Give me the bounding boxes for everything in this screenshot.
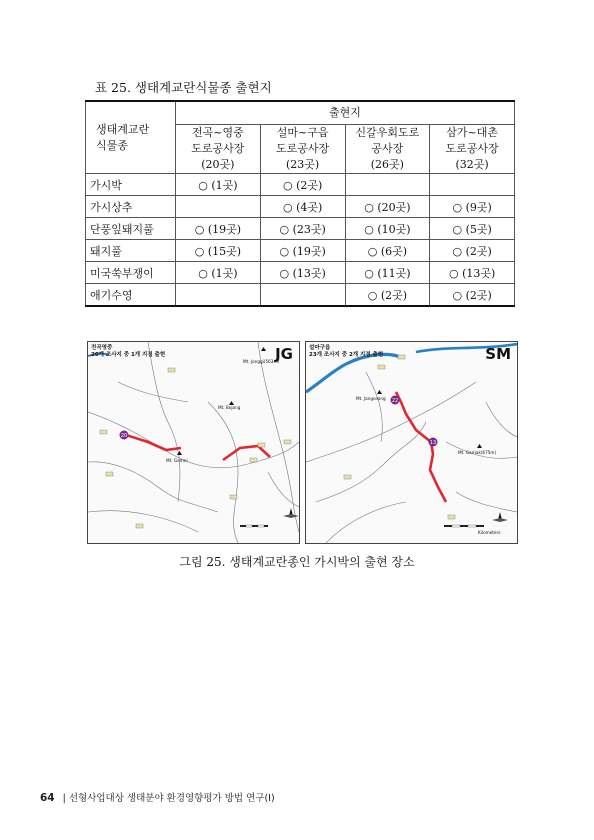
- table-header-row: [86, 101, 515, 125]
- mountain-label: Mt. Bojang: [218, 405, 241, 410]
- site-header: [345, 125, 430, 174]
- scale-bar: [240, 525, 268, 527]
- site-name: 신갈우회도로: [355, 126, 420, 139]
- occurrence-cell: ○ (13곳): [260, 262, 345, 284]
- road-shields: [100, 368, 291, 528]
- map-title-line1: 전곡영중: [91, 345, 113, 351]
- table-row: [86, 262, 515, 284]
- site-name: 삼가~대촌: [446, 126, 498, 139]
- page-footer: [40, 790, 275, 804]
- map-title: [309, 345, 383, 359]
- site-type: 도로공사장: [191, 142, 245, 155]
- species-name: 애기수영: [86, 284, 176, 307]
- site-name: 설마~구읍: [276, 126, 329, 139]
- map-title-line2: 23개 조사지 중 2개 지점 출현: [309, 352, 384, 358]
- map-title-line1: 설마구읍: [309, 345, 331, 351]
- occurrence-cell: ○ (4곳): [260, 196, 345, 218]
- map-title: [91, 345, 165, 359]
- map-badge: SM: [485, 345, 511, 363]
- route-segments: [126, 435, 270, 460]
- species-name: 돼지풀: [86, 240, 176, 262]
- table-row: [86, 196, 515, 218]
- occurrence-cell: ○ (19곳): [260, 240, 345, 262]
- occurrence-cell: ○ (6곳): [345, 240, 430, 262]
- species-name: 가시상추: [86, 196, 176, 218]
- water-lines: [306, 372, 517, 543]
- mountain-label: Mt. Gamni: [166, 458, 188, 463]
- occurrence-cell: ○ (2곳): [430, 284, 515, 307]
- marker-label: 22: [391, 398, 399, 404]
- occurrence-cell: ○ (1곳): [176, 262, 261, 284]
- scale-bar: [444, 525, 484, 527]
- occurrence-cell: ○ (10곳): [345, 218, 430, 240]
- river: [306, 354, 401, 392]
- occurrence-cell: ○ (1곳): [176, 174, 261, 196]
- site-name: 전곡~영중: [192, 126, 244, 139]
- mountain-label: Mt. Jangseong: [356, 396, 386, 401]
- north-arrow: [283, 508, 299, 518]
- occurrence-cell: [260, 284, 345, 307]
- occurrence-cell: ○ (2곳): [430, 240, 515, 262]
- occurrence-cell: ○ (11곳): [345, 262, 430, 284]
- map-figure: [87, 341, 517, 542]
- table-row: [86, 218, 515, 240]
- occurrence-cell: [176, 284, 261, 307]
- map-title-line2: 20개 조사지 중 1개 지점 출현: [91, 352, 166, 358]
- row-header-text: 생태계교란 식물종: [96, 122, 150, 152]
- road-shields: [344, 355, 455, 519]
- occurrence-table: [85, 100, 515, 307]
- footer-text: | 선형사업대상 생태분야 환경영향평가 방법 연구(Ⅰ): [62, 793, 275, 804]
- site-header: [430, 125, 515, 174]
- page-number: 64: [40, 792, 55, 804]
- site-count: (20곳): [201, 158, 235, 171]
- occurrence-cell: ○ (19곳): [176, 218, 261, 240]
- occurrence-cell: ○ (20곳): [345, 196, 430, 218]
- occurrence-cell: [176, 196, 261, 218]
- occurrence-cell: ○ (15곳): [176, 240, 261, 262]
- table-row: [86, 284, 515, 307]
- site-count: (32곳): [455, 158, 489, 171]
- species-name: 미국쑥부쟁이: [86, 262, 176, 284]
- marker-label: 13: [429, 440, 437, 446]
- occurrence-cell: [345, 174, 430, 196]
- group-header: 출현지: [176, 101, 515, 125]
- occurrence-cell: ○ (2곳): [260, 174, 345, 196]
- map-sm: [305, 341, 518, 544]
- occurrence-cell: ○ (13곳): [430, 262, 515, 284]
- occurrence-cell: ○ (9곳): [430, 196, 515, 218]
- row-header: [86, 101, 176, 174]
- occurrence-cell: ○ (2곳): [345, 284, 430, 307]
- north-arrow: [492, 512, 508, 522]
- table-caption: 표 25. 생태계교란식물종 출현지: [95, 80, 272, 95]
- site-header: [176, 125, 261, 174]
- species-name: 가시박: [86, 174, 176, 196]
- map-jg-graphic: [88, 342, 299, 543]
- species-name: 단풍잎돼지풀: [86, 218, 176, 240]
- figure-caption: 그림 25. 생태계교란종인 가시박의 출현 장소: [179, 555, 415, 569]
- scale-label: Kilometers: [478, 530, 501, 535]
- site-type: 공사장: [371, 142, 404, 155]
- occurrence-cell: ○ (5곳): [430, 218, 515, 240]
- map-jg: [87, 341, 300, 544]
- mountain-label: Mt. Jonggi(563m): [243, 359, 280, 364]
- site-type: 도로공사장: [276, 142, 330, 155]
- occurrence-cell: ○ (23곳): [260, 218, 345, 240]
- table-row: [86, 174, 515, 196]
- site-header: [260, 125, 345, 174]
- table-row: [86, 240, 515, 262]
- map-badge: JG: [275, 345, 293, 363]
- site-count: (23곳): [286, 158, 320, 171]
- site-type: 도로공사장: [445, 142, 499, 155]
- site-count: (26곳): [370, 158, 404, 171]
- marker-label: 20: [120, 433, 128, 439]
- mountain-label: Mt. Gamak(675m): [458, 450, 497, 455]
- water-lines: [88, 342, 299, 543]
- map-sm-graphic: [306, 342, 517, 543]
- occurrence-cell: [430, 174, 515, 196]
